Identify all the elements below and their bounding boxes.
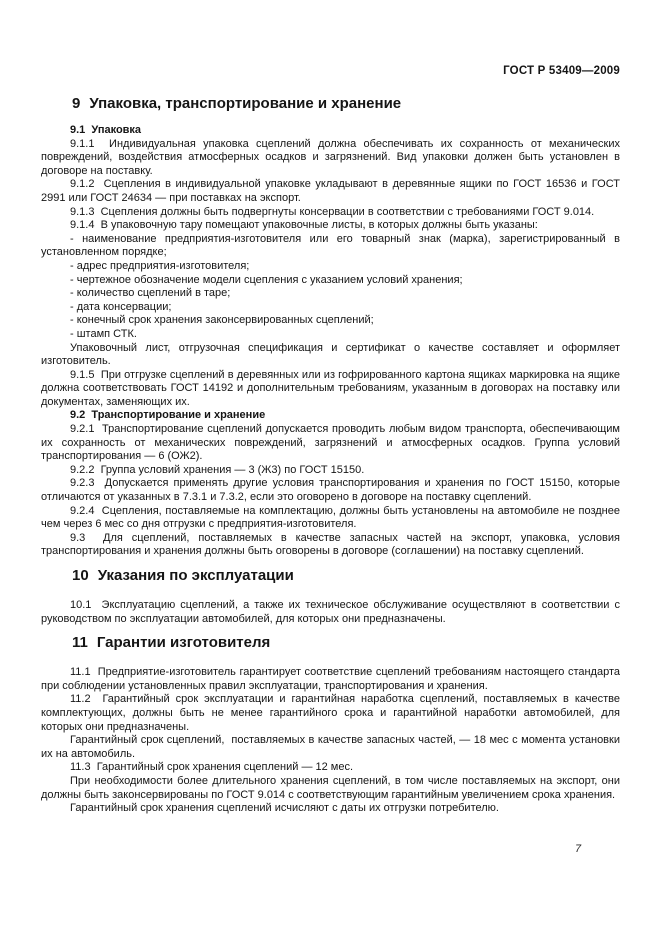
section-9-title: Упаковка, транспортирование и хранение <box>89 95 402 112</box>
clause-9-1-4-note: Упаковочный лист, отгрузочная спецификация и сертификат о качестве составляет и оформляет изготовитель. <box>41 341 620 368</box>
section-9-number: 9 <box>72 95 81 112</box>
section-11-heading <box>72 634 620 651</box>
section-10-title: Указания по эксплуатации <box>97 567 294 584</box>
page-number: 7 <box>575 843 582 855</box>
clause-9-2-3: 9.2.3 Допускается применять другие условия транспортирования и хранения по ГОСТ 15150, которые отличаются от указанных в 7.3.1 и 7.3.2, если это оговорено в договоре на поставку сцеплений. <box>41 477 620 504</box>
doc-code-header: ГОСТ Р 53409—2009 <box>503 65 620 77</box>
list-item-quantity: - количество сцеплений в таре; <box>70 287 231 300</box>
list-item-conservation-date: - дата консервации; <box>70 300 172 313</box>
section-11-title: Гарантии изготовителя <box>96 634 271 652</box>
list-item-manufacturer-address: - адрес предприятия-изготовителя; <box>70 259 250 272</box>
list-item-stk-stamp: - штамп СТК. <box>70 327 137 340</box>
list-item-manufacturer-name: - наименование предприятия-изготовителя или его товарный знак (марка), зарегистрированный в установленном порядке; <box>41 232 620 259</box>
clause-9-2-4: 9.2.4 Сцепления, поставляемые на комплектацию, должны быть установлены на автомобиле не позднее чем через 6 мес со дня отгрузки с предприятия-изготовителя. <box>41 504 620 531</box>
clause-9-1-1: 9.1.1 Индивидуальная упаковка сцеплений должна обеспечивать их сохранность от механических повреждений, воздействия атмосферных осадков и загрязнений. Вид упаковки должен быть установлен в договоре на поставку. <box>41 137 620 177</box>
section-9-heading <box>72 95 620 112</box>
subsection-9-1-heading: 9.1 Упаковка <box>70 124 142 136</box>
clause-11-3-note-2: Гарантийный срок хранения сцеплений исчисляют с даты их отгрузки потребителю. <box>70 802 499 815</box>
clause-9-2-2: 9.2.2 Группа условий хранения — 3 (Ж3) по ГОСТ 15150. <box>70 463 365 476</box>
clause-9-3: 9.3 Для сцеплений, поставляемых в качестве запасных частей на экспорт, упаковка, условия транспортирования и хранения должны быть оговорены в договоре (соглашении) на поставку сцеплений. <box>41 531 620 558</box>
subsection-9-2-heading: 9.2 Транспортирование и хранение <box>70 409 266 422</box>
clause-11-3-note: При необходимости более длительного хранения сцеплений, в том числе поставляемых на экспорт, они должны быть законсервированы по ГОСТ 9.014 с соответствующим гарантийным увеличением срока хранения. <box>41 774 620 801</box>
clause-9-1-5: 9.1.5 При отгрузке сцеплений в деревянных или из гофрированного картона ящиках маркировка на ящике должна соответствовать ГОСТ 14192 и дополнительным требованиям, указанным в договорах на поставку или документах, заменяющих их. <box>41 368 620 408</box>
clause-11-2: 11.2 Гарантийный срок эксплуатации и гарантийная наработка сцеплений, поставляемых в качестве комплектующих, должны быть не менее гарантийного срока и гарантийной наработки автомобилей, для которых они предназначены. <box>41 693 620 733</box>
clause-9-2-1: 9.2.1 Транспортирование сцеплений допускается проводить любым видом транспорта, обеспечивающим их сохранность от механических повреждений, загрязнений и атмосферных осадков. Группа условий транспортирования — 6 (ОЖ2). <box>41 423 620 463</box>
clause-11-3: 11.3 Гарантийный срок хранения сцеплений — 12 мес. <box>70 761 354 774</box>
section-10-number: 10 <box>72 567 89 584</box>
clause-9-1-2: 9.1.2 Сцепления в индивидуальной упаковке укладывают в деревянные ящики по ГОСТ 16536 и ГОСТ 2991 или ГОСТ 24634 — при поставках на экспорт. <box>41 178 620 204</box>
clause-10-1: 10.1 Эксплуатацию сцеплений, а также их техническое обслуживание осуществляют в соответствии с руководством по эксплуатации автомобилей, для которых они предназначены. <box>41 599 620 625</box>
section-10-heading <box>72 567 620 584</box>
clause-9-1-4: 9.1.4 В упаковочную тару помещают упаковочные листы, в которых должны быть указаны: <box>70 219 538 232</box>
list-item-model-designation: - чертежное обозначение модели сцепления с указанием условий хранения; <box>70 273 463 286</box>
clause-11-1: 11.1 Предприятие-изготовитель гарантирует соответствие сцеплений требованиям настоящего стандарта при соблюдении установленных правил эксплуатации, транспортирования и хранения. <box>41 666 620 692</box>
section-11-number: 11 <box>72 634 88 652</box>
clause-11-2-note: Гарантийный срок сцеплений, поставляемых в качестве запасных частей, — 18 мес с момента установки их на автомобиль. <box>41 734 620 760</box>
clause-9-1-3: 9.1.3 Сцепления должны быть подвергнуты консервации в соответствии с требованиями ГОСТ 9.014. <box>70 205 595 218</box>
list-item-storage-deadline: - конечный срок хранения законсервированных сцеплений; <box>70 314 374 327</box>
